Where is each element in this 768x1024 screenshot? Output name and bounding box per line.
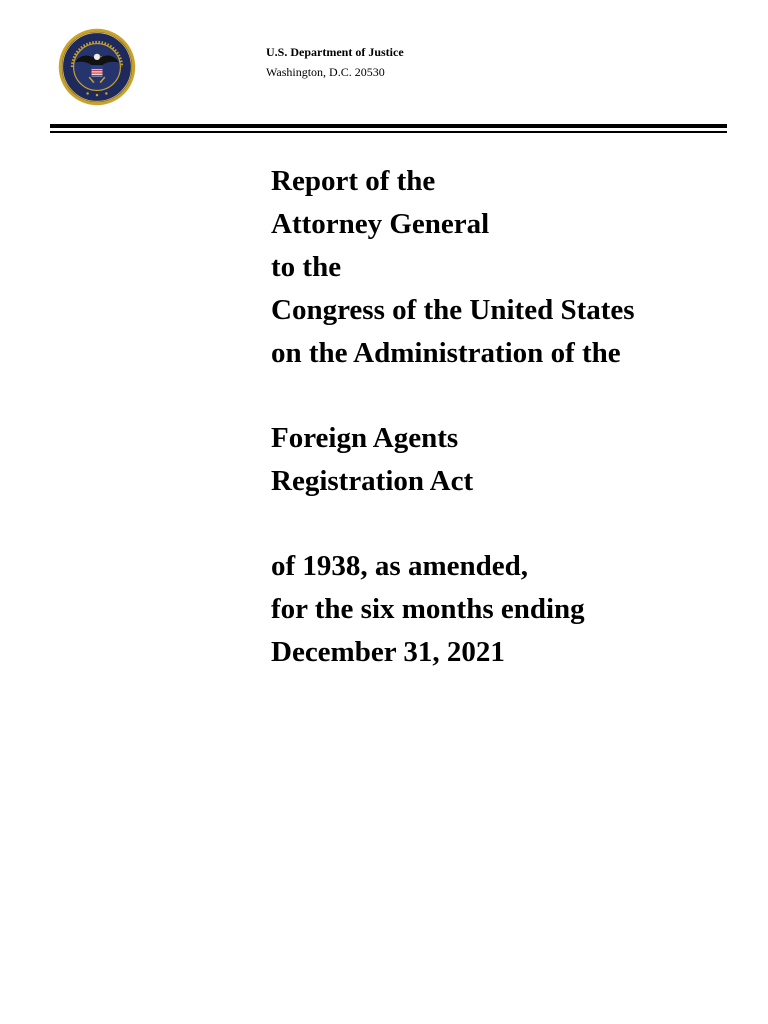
title-spacer [271, 375, 635, 417]
title-spacer [271, 503, 635, 545]
title-line: on the Administration of the [271, 337, 621, 369]
department-address: Washington, D.C. 20530 [266, 65, 385, 79]
title-line: December 31, 2021 [271, 636, 505, 668]
doj-seal-icon [58, 28, 136, 106]
header-rule-thin [50, 131, 727, 133]
title-line: to the [271, 251, 342, 283]
title-line: Attorney General [271, 208, 490, 240]
department-name: U.S. Department of Justice [266, 45, 404, 59]
title-line: Congress of the United States [271, 294, 635, 326]
letterhead [266, 42, 404, 82]
title-line: of 1938, as amended, [271, 550, 528, 582]
title-line: for the six months ending [271, 593, 585, 625]
title-line: Registration Act [271, 465, 474, 497]
title-line: Report of the [271, 165, 436, 197]
title-line: Foreign Agents [271, 422, 459, 454]
header-rule-thick [50, 124, 727, 128]
report-title [271, 160, 635, 674]
